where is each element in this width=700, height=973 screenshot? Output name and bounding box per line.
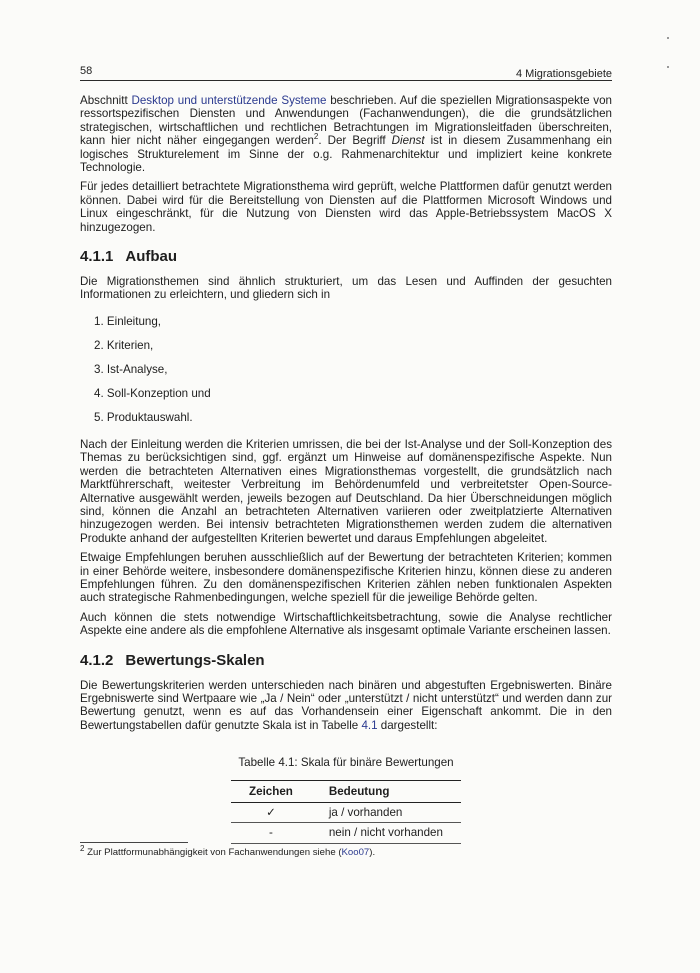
table-cell-symbol: - (231, 823, 311, 843)
footnote: $^2$ Zur Plattformunabhängigkeit von Fachanwendungen siehe (Koo07). (80, 843, 376, 858)
table-cell-symbol: ✓ (231, 803, 311, 823)
aufbau-intro: Die Migrationsthemen sind ähnlich strukturiert, um das Lesen und Auffinden der gesuchten Informationen zu erleichtern, und gliedern sich in (80, 275, 612, 302)
footnote-mark[interactable]: 2 (313, 132, 319, 142)
list-item: 2. Kriterien, (94, 338, 154, 352)
table-header-row (231, 780, 461, 802)
page-header (80, 64, 612, 81)
chapter-title: 4 Migrationsgebiete (515, 68, 612, 80)
intro-paragraph-2: Für jedes detailliert betrachtete Migrationsthema wird geprüft, welche Plattformen dafür genutzt werden können. Dabei wird für die Bereitstellung von Diensten auf die Plattformen Microsoft Windows und Linux eingeschränkt, für die Nutzung von Diensten wird das Apple-Betriebssystem MacOS X hinzugezogen. (80, 180, 612, 234)
page-body (80, 94, 612, 844)
structure-list (80, 310, 612, 430)
section-link[interactable]: Desktop und unterstützende Systeme (131, 94, 327, 107)
aufbau-paragraph-3: Etwaige Empfehlungen beruhen ausschließlich auf der Bewertung der betrachteten Kriterien; kommen in einer Behörde weitere, insbesondere domänenspezifische Kriterien hinzu, können diese zu anderen Empfehlungen führen. Zu den domänenspezifischen Kriterien zählen neben funktionalen Aspekten auch strategische Rahmenbedingungen, welche speziell für die jeweilige Behörde gelten. (80, 551, 612, 605)
scan-mark (667, 66, 669, 68)
aufbau-paragraph-4: Auch können die stets notwendige Wirtschaftlichkeitsbetrachtung, sowie die Analyse rechtlicher Aspekte eine andere als die empfohlene Alternative als insgesamt optimale Variante erscheinen lassen. (80, 610, 612, 638)
list-item: 1. Einleitung, (94, 314, 162, 328)
scan-mark (667, 37, 669, 39)
footnote-rule (80, 842, 188, 843)
page-number: 58 (80, 65, 93, 77)
list-item: 5. Produktauswahl. (94, 410, 193, 424)
table-row (231, 823, 461, 843)
aufbau-paragraph-2: Nach der Einleitung werden die Kriterien umrissen, die bei der Ist-Analyse und der Soll-Konzeption des Themas zu berücksichtigen sind, ggf. ergänzt um Hinweise auf domänenspezifische Aspekte. Nun werden die betrachteten Alternativen eines Migrationsthemas vorgestellt, die grundsätzlich nach Marktführerschaft, weitester Verbreitung im Behördenumfeld und verbreitetster Open-Source-Alternative ausgewählt werden, jeweils bezogen auf Deutschland. Da hier Überschneidungen möglich sind, können die Anzahl an betrachteten Alternativen variieren oder zweitplatzierte Alternativen hinzugezogen werden. Bei intensiv betrachteten Migrationsthemen werden zudem die alternativen Produkte anhand der aufgestellten Kriterien bewertet und daraus Empfehlungen abgeleitet. (80, 437, 612, 545)
table-cell-meaning: ja / vorhanden (311, 803, 461, 823)
column-header: Zeichen (231, 780, 311, 802)
section-heading-skalen: 4.1.2 Bewertungs-Skalen (80, 651, 265, 669)
skalen-paragraph: Die Bewertungskriterien werden unterschieden nach binären und abgestuften Ergebniswerten. Binäre Ergebniswerte sind Wertpaare wie „Ja / Nein“ oder „unterstützt / nicht unterstützt“ und werden dann zur Bewertung genutzt, wenn es auf das Vorhandensein einer Eigenschaft ankommt. Die in den Bewertungstabellen dafür genutzte Skala ist in Tabelle 4.1 dargestellt: (80, 678, 612, 732)
intro-paragraph: Abschnitt Desktop und unterstützende Systeme beschrieben. Auf die speziellen Migrationsaspekte von ressortspezifischen Diensten und Anwendungen (Fachanwendungen), die die grundsätzlichen strategischen, wirtschaftlichen und rechtlichen Betrachtungen im Migrationsleitfaden überschreiten, kann hier nicht näher eingegangen werden$^2$. Der Begriff Dienst ist in diesem Zusammenhang ein logisches Strukturelement im Sinne der o.g. Rahmenarchitektur und impliziert keine konkrete Technologie. (80, 94, 613, 175)
citation-link[interactable]: Koo07 (341, 847, 370, 858)
table-caption: Tabelle 4.1: Skala für binäre Bewertungen (238, 756, 454, 770)
table-row (231, 803, 461, 823)
column-header: Bedeutung (311, 780, 461, 802)
table-cell-meaning: nein / nicht vorhanden (311, 823, 461, 843)
list-item: 4. Soll-Konzeption und (94, 386, 211, 400)
list-item: 3. Ist-Analyse, (94, 362, 168, 376)
section-heading-aufbau: 4.1.1 Aufbau (80, 248, 178, 266)
table-reference-link[interactable]: 4.1 (361, 718, 378, 732)
rating-scale-table (231, 780, 461, 844)
